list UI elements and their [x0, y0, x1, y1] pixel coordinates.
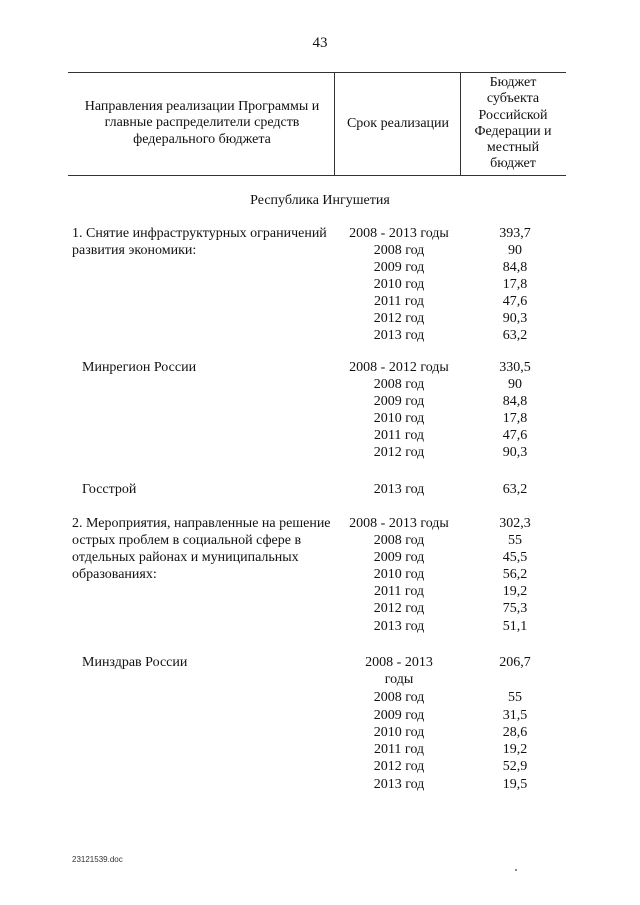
- period: 2013 год: [373, 619, 425, 634]
- period: 2013 год: [373, 777, 425, 792]
- period: 2011 год: [373, 428, 425, 443]
- group-label: 2. Мероприятия, направленные на решение острых проблем в социальной сфере в отдельных районах и муниципальных образованиях:: [72, 516, 331, 582]
- value: 84,8: [502, 260, 528, 275]
- header-budget: Бюджет субъекта Российской Федерации и местный бюджет: [474, 75, 552, 172]
- value: 63,2: [502, 328, 528, 343]
- period: 2010 год: [373, 277, 425, 292]
- period: 2008 год: [373, 243, 425, 258]
- period: 2012 год: [373, 759, 425, 774]
- period: 2011 год: [373, 294, 425, 309]
- value: 90,3: [502, 311, 528, 326]
- period: 2013 год: [373, 482, 425, 497]
- header-directions: Направления реализации Программы и главные распределители средств федерального бюджета: [84, 99, 320, 147]
- period: 2013 год: [373, 328, 425, 343]
- value: 45,5: [502, 550, 528, 565]
- header-period: Срок реализации: [346, 116, 450, 131]
- period: 2011 год: [373, 584, 425, 599]
- table-header-bottom-border: [68, 175, 566, 176]
- period: 2008 - 2012 годы: [349, 360, 449, 375]
- value: 206,7: [499, 655, 531, 670]
- region-title: Республика Ингушетия: [250, 193, 390, 208]
- value: 28,6: [502, 725, 528, 740]
- value: 17,8: [502, 411, 528, 426]
- period: 2010 год: [373, 725, 425, 740]
- period: 2012 год: [373, 601, 425, 616]
- period: 2012 год: [373, 311, 425, 326]
- value: 19,2: [502, 584, 528, 599]
- page-number: 43: [312, 35, 328, 51]
- group-label: 1. Снятие инфраструктурных ограничений развития экономики:: [72, 226, 327, 258]
- value: 90,3: [502, 445, 528, 460]
- value: 17,8: [502, 277, 528, 292]
- distributor-label: Минрегион России: [82, 360, 197, 375]
- period: 2008 год: [373, 377, 425, 392]
- column-divider-1: [334, 72, 335, 175]
- period: 2011 год: [373, 742, 425, 757]
- scan-speck: [515, 869, 517, 871]
- value: 330,5: [499, 360, 531, 375]
- value: 47,6: [502, 294, 528, 309]
- value: 52,9: [502, 759, 528, 774]
- value: 84,8: [502, 394, 528, 409]
- value: 90: [508, 377, 522, 392]
- period: 2009 год: [373, 260, 425, 275]
- value: 47,6: [502, 428, 528, 443]
- value: 55: [508, 690, 522, 705]
- value: 393,7: [499, 226, 531, 241]
- value: 75,3: [502, 601, 528, 616]
- period: 2009 год: [373, 550, 425, 565]
- table-top-border: [68, 72, 566, 73]
- column-divider-2: [460, 72, 461, 175]
- period: 2012 год: [373, 445, 425, 460]
- period: 2008 - 2013 годы: [349, 516, 449, 531]
- period: 2008 - 2013 годы: [365, 655, 433, 687]
- period: 2010 год: [373, 411, 425, 426]
- value: 55: [508, 533, 522, 548]
- value: 19,2: [502, 742, 528, 757]
- value: 90: [508, 243, 522, 258]
- value: 63,2: [502, 482, 528, 497]
- distributor-label: Минздрав России: [82, 655, 188, 670]
- period: 2010 год: [373, 567, 425, 582]
- period: 2008 год: [373, 533, 425, 548]
- period: 2009 год: [373, 708, 425, 723]
- document-filename: 23121539.doc: [72, 855, 123, 864]
- value: 19,5: [502, 777, 528, 792]
- value: 56,2: [502, 567, 528, 582]
- period: 2008 - 2013 годы: [349, 226, 449, 241]
- value: 31,5: [502, 708, 528, 723]
- value: 51,1: [502, 619, 528, 634]
- value: 302,3: [499, 516, 531, 531]
- distributor-label: Госстрой: [82, 482, 137, 497]
- period: 2008 год: [373, 690, 425, 705]
- period: 2009 год: [373, 394, 425, 409]
